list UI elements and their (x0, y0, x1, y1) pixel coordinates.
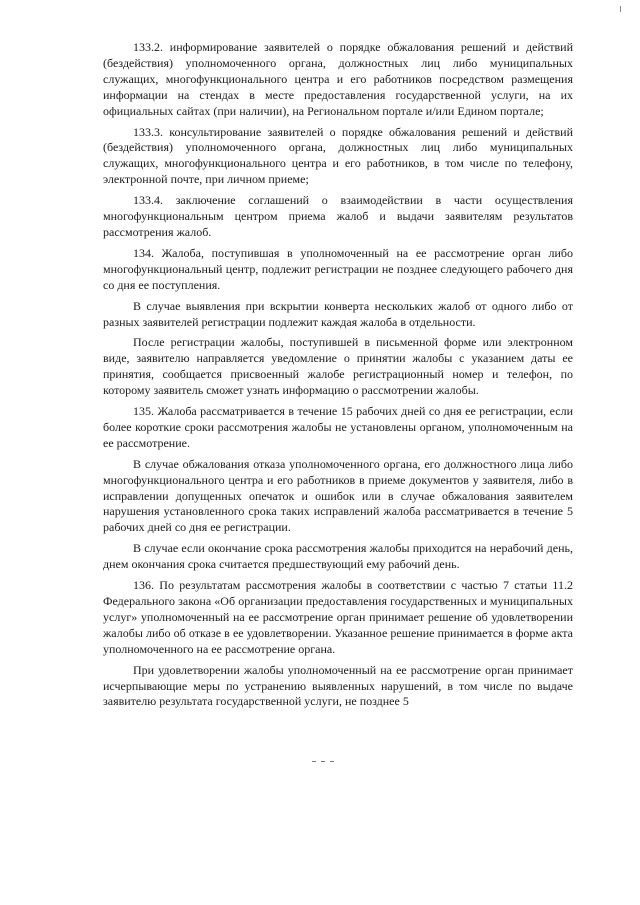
document-body (103, 40, 573, 715)
paragraph-134: 134. Жалоба, поступившая в уполномоченный на ее рассмотрение орган либо многофункциональный центр, подлежит регистрации не позднее следующего рабочего дня со дня ее поступления. (103, 245, 573, 292)
scan-mark (620, 6, 621, 12)
paragraph-135-non-working-day: В случае если окончание срока рассмотрения жалобы приходится на нерабочий день, днем окончания срока считается предшествующий ему рабочий день. (103, 541, 573, 572)
paragraph-133-3: 133.3. консультирование заявителей о порядке обжалования решений и действий (бездействия) уполномоченного органа, должностных лиц либо муниципальных служащих, многофункционального центра и его работников, в том числе по телефону, электронной почте, при личном приеме; (103, 124, 573, 187)
paragraph-134-registration-notice: После регистрации жалобы, поступившей в письменной форме или электронном виде, заявителю направляется уведомление о принятии жалобы с указанием даты ее принятия, сообщается присвоенный жалобе регистрационный номер и телефон, по которому заявитель сможет узнать информацию о рассмотрении жалобы. (103, 335, 573, 398)
paragraph-136: 136. По результатам рассмотрения жалобы в соответствии с частью 7 статьи 11.2 Федерального закона «Об организации предоставления государственных и муниципальных услуг» уполномоченный на ее рассмотрение орган принимает решение об удовлетворении жалобы либо об отказе в ее удовлетворении. Указанное решение принимается в форме акта уполномоченного на ее рассмотрение органа. (103, 578, 573, 656)
page-mark-dot (330, 761, 334, 762)
paragraph-135: 135. Жалоба рассматривается в течение 15 рабочих дней со дня ее регистрации, если более короткие сроки рассмотрения жалобы не установлены органом, уполномоченным на ее рассмотрение. (103, 404, 573, 450)
page-number-mark (312, 752, 352, 756)
paragraph-133-4: 133.4. заключение соглашений о взаимодействии в части осуществления многофункциональным центром приема жалоб и выдачи заявителям результатов рассмотрения жалоб. (103, 193, 573, 239)
page-mark-dot (312, 761, 316, 762)
page-mark-dot (321, 761, 325, 762)
paragraph-134-multiple-complaints: В случае выявления при вскрытии конверта нескольких жалоб от одного либо от разных заявителей регистрации подлежит каждая жалоба в отдельности. (103, 298, 573, 329)
paragraph-135-refusal-appeal: В случае обжалования отказа уполномоченного органа, его должностного лица либо многофункционального центра и его работников в приеме документов у заявителя, либо в исправлении допущенных опечаток и ошибок или в случае обжалования заявителем нарушения установленного срока таких исправлений жалоба рассматривается в течение 5 рабочих дней со дня ее регистрации. (103, 456, 573, 535)
paragraph-136-satisfaction: При удовлетворении жалобы уполномоченный на ее рассмотрение орган принимает исчерпывающие меры по устранению выявленных нарушений, в том числе по выдаче заявителю результата государственной услуги, не позднее 5 (103, 662, 573, 709)
paragraph-133-2: 133.2. информирование заявителей о порядке обжалования решений и действий (бездействия) уполномоченного органа, должностных лиц либо муниципальных служащих, многофункционального центра и его работников посредством размещения информации на стендах в месте предоставления государственной услуги, на их официальных сайтах (при наличии), на Региональном портале и/или Едином портале; (103, 40, 573, 118)
